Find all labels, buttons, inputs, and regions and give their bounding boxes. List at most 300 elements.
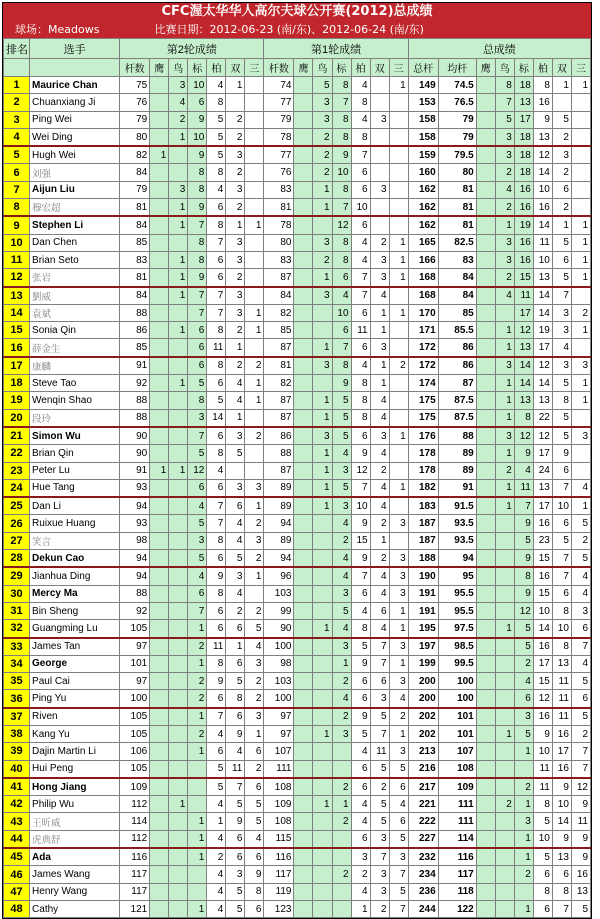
round2-cell: 3 <box>226 479 245 497</box>
round2-cell: 1 <box>245 497 264 515</box>
total-cell <box>476 550 495 568</box>
round1-cell: 7 <box>332 339 351 357</box>
total-cell <box>476 620 495 638</box>
round2-cell: 8 <box>188 251 207 268</box>
round1-cell <box>294 462 313 479</box>
round2-cell: 8 <box>207 164 226 181</box>
round1-cell <box>389 392 408 409</box>
table-row <box>4 866 591 883</box>
round2-cell: 4 <box>188 497 207 515</box>
total-cell: 4 <box>571 585 590 602</box>
total-cell: 190 <box>408 567 438 585</box>
total-cell: 13 <box>533 392 552 409</box>
round1-cell <box>332 830 351 848</box>
total-cell <box>495 848 514 866</box>
round1-cell: 6 <box>351 760 370 778</box>
total-cell: 1 <box>514 900 533 917</box>
round2-cell: 80 <box>120 128 150 146</box>
round1-cell <box>370 199 389 217</box>
round1-cell: 89 <box>264 479 294 497</box>
round2-cell: 4 <box>226 585 245 602</box>
round2-cell: 6 <box>207 427 226 445</box>
rank-header: 排名 <box>4 39 30 59</box>
total-cell: 6 <box>533 900 552 917</box>
round1-cell: 74 <box>264 77 294 94</box>
round1-cell: 86 <box>264 427 294 445</box>
round2-cell: 8 <box>188 181 207 198</box>
total-cell: 7 <box>552 479 571 497</box>
total-cell: 178 <box>408 445 438 462</box>
round2-cell: 3 <box>226 567 245 585</box>
player-name: Philip Wu <box>30 796 120 813</box>
total-cell: 6 <box>552 251 571 268</box>
round1-cell: 3 <box>313 357 332 375</box>
col-par: 标 <box>332 59 351 77</box>
rank-cell: 46 <box>4 866 30 883</box>
results-body <box>4 77 591 918</box>
round2-cell: 6 <box>226 830 245 848</box>
total-cell: 1 <box>495 322 514 339</box>
round2-cell: 6 <box>226 620 245 638</box>
round1-cell <box>294 655 313 672</box>
total-cell: 9 <box>533 111 552 128</box>
round2-cell: 105 <box>120 760 150 778</box>
round1-cell: 1 <box>332 796 351 813</box>
rank-cell: 39 <box>4 743 30 760</box>
total-cell: 89 <box>438 445 476 462</box>
round2-cell: 5 <box>188 445 207 462</box>
round2-cell: 9 <box>188 269 207 287</box>
round2-cell <box>150 550 169 568</box>
total-cell: 17 <box>552 743 571 760</box>
total-cell: 95.5 <box>438 602 476 619</box>
round2-cell: 4 <box>226 392 245 409</box>
round1-header: 第1轮成绩 <box>264 39 408 59</box>
round2-cell: 6 <box>226 497 245 515</box>
round1-cell: 87 <box>264 392 294 409</box>
round1-cell: 1 <box>313 479 332 497</box>
total-cell: 4 <box>514 462 533 479</box>
round2-cell: 5 <box>245 796 264 813</box>
rank-cell: 12 <box>4 269 30 287</box>
round2-cell: 97 <box>120 638 150 656</box>
round2-cell: 1 <box>226 216 245 234</box>
round1-cell: 5 <box>351 725 370 742</box>
round1-cell <box>294 602 313 619</box>
table-row <box>4 515 591 532</box>
round2-cell: 3 <box>169 181 188 198</box>
total-cell: 3 <box>495 234 514 251</box>
round1-cell: 1 <box>313 181 332 198</box>
total-cell: 16 <box>533 199 552 217</box>
total-cell <box>495 585 514 602</box>
round1-cell: 1 <box>389 304 408 321</box>
round1-cell: 4 <box>332 620 351 638</box>
total-cell: 2 <box>552 128 571 146</box>
round2-cell <box>150 725 169 742</box>
total-cell: 100 <box>438 673 476 690</box>
table-row <box>4 146 591 164</box>
round2-cell <box>169 357 188 375</box>
round2-cell: 84 <box>120 164 150 181</box>
round2-cell: 8 <box>188 164 207 181</box>
round2-cell <box>188 883 207 900</box>
round1-cell: 3 <box>351 848 370 866</box>
rank-cell: 26 <box>4 515 30 532</box>
total-cell: 7 <box>514 497 533 515</box>
col-double: 双 <box>552 59 571 77</box>
round1-cell: 4 <box>332 287 351 305</box>
round1-cell <box>294 409 313 427</box>
total-cell: 2 <box>495 796 514 813</box>
round1-cell: 6 <box>351 339 370 357</box>
round2-cell: 6 <box>188 339 207 357</box>
round2-cell: 7 <box>207 497 226 515</box>
round2-cell <box>169 778 188 796</box>
total-cell <box>476 427 495 445</box>
round1-cell <box>313 655 332 672</box>
round1-cell: 2 <box>370 462 389 479</box>
total-cell: 168 <box>408 287 438 305</box>
round1-cell: 11 <box>370 743 389 760</box>
round1-cell: 15 <box>351 532 370 549</box>
table-row <box>4 532 591 549</box>
round1-cell: 6 <box>351 778 370 796</box>
round2-cell <box>150 128 169 146</box>
total-cell: 80 <box>438 164 476 181</box>
round1-cell: 7 <box>351 269 370 287</box>
round1-cell: 89 <box>264 497 294 515</box>
round2-cell: 3 <box>226 181 245 198</box>
round1-cell: 82 <box>264 375 294 392</box>
round2-cell: 2 <box>188 638 207 656</box>
round1-cell <box>294 532 313 549</box>
total-cell: 97.5 <box>438 620 476 638</box>
total-cell: 79 <box>438 111 476 128</box>
total-cell: 6 <box>514 690 533 708</box>
round2-cell: 94 <box>120 550 150 568</box>
rank-cell: 17 <box>4 357 30 375</box>
table-row <box>4 655 591 672</box>
round2-cell: 4 <box>207 725 226 742</box>
total-cell <box>571 409 590 427</box>
col-double: 双 <box>370 59 389 77</box>
round1-cell: 87 <box>264 409 294 427</box>
round1-cell: 4 <box>389 690 408 708</box>
total-cell: 2 <box>571 304 590 321</box>
total-cell: 1 <box>571 392 590 409</box>
round1-cell: 1 <box>313 199 332 217</box>
total-cell: 111 <box>438 796 476 813</box>
round2-cell: 75 <box>120 77 150 94</box>
total-cell: 86 <box>438 357 476 375</box>
round2-cell: 92 <box>120 602 150 619</box>
round1-cell: 79 <box>264 111 294 128</box>
round1-cell: 1 <box>370 357 389 375</box>
round1-cell: 5 <box>332 602 351 619</box>
total-cell: 17 <box>514 304 533 321</box>
col-double: 双 <box>226 59 245 77</box>
round1-cell: 9 <box>351 655 370 672</box>
round1-cell: 85 <box>264 322 294 339</box>
round2-cell: 2 <box>226 269 245 287</box>
round2-cell: 8 <box>188 234 207 251</box>
round1-cell: 10 <box>351 497 370 515</box>
total-cell: 79 <box>438 128 476 146</box>
table-row <box>4 550 591 568</box>
round1-cell: 5 <box>332 479 351 497</box>
round1-cell <box>294 883 313 900</box>
round2-cell: 1 <box>188 848 207 866</box>
round1-cell: 108 <box>264 813 294 830</box>
total-cell: 15 <box>533 585 552 602</box>
round2-cell <box>169 900 188 917</box>
total-cell <box>476 199 495 217</box>
total-cell: 162 <box>408 181 438 198</box>
round1-cell <box>389 287 408 305</box>
round2-cell: 2 <box>188 725 207 742</box>
player-name: 笑言 <box>30 532 120 549</box>
total-cell: 11 <box>514 479 533 497</box>
total-cell: 244 <box>408 900 438 917</box>
round2-cell: 2 <box>226 199 245 217</box>
round1-cell: 83 <box>264 181 294 198</box>
round1-cell: 87 <box>264 269 294 287</box>
table-row <box>4 199 591 217</box>
round1-cell: 78 <box>264 128 294 146</box>
total-cell: 6 <box>533 866 552 883</box>
total-cell <box>476 743 495 760</box>
round2-cell: 2 <box>245 357 264 375</box>
round2-cell: 84 <box>120 216 150 234</box>
round2-cell: 8 <box>207 532 226 549</box>
round1-cell <box>294 304 313 321</box>
round1-cell <box>294 690 313 708</box>
round1-cell <box>389 146 408 164</box>
round2-cell: 5 <box>207 128 226 146</box>
total-cell <box>495 760 514 778</box>
round1-cell <box>313 830 332 848</box>
total-cell <box>495 883 514 900</box>
table-row <box>4 673 591 690</box>
round1-cell: 5 <box>370 813 389 830</box>
round2-cell: 6 <box>207 269 226 287</box>
round1-cell: 4 <box>351 743 370 760</box>
total-cell: 10 <box>533 830 552 848</box>
round2-cell <box>169 164 188 181</box>
round1-cell <box>294 164 313 181</box>
round2-cell <box>150 778 169 796</box>
table-row <box>4 497 591 515</box>
total-cell <box>476 673 495 690</box>
total-cell <box>571 199 590 217</box>
round1-cell <box>389 322 408 339</box>
total-cell: 9 <box>533 725 552 742</box>
round2-cell <box>245 146 264 164</box>
total-cell: 3 <box>495 251 514 268</box>
round1-cell: 2 <box>370 234 389 251</box>
round1-cell: 7 <box>351 146 370 164</box>
round1-cell <box>370 94 389 111</box>
rank-cell: 10 <box>4 234 30 251</box>
round1-cell: 83 <box>264 251 294 268</box>
total-cell: 6 <box>571 620 590 638</box>
round2-cell: 3 <box>226 287 245 305</box>
total-cell: 86 <box>438 339 476 357</box>
total-cell: 19 <box>533 322 552 339</box>
total-cell: 1 <box>552 77 571 94</box>
round2-cell: 94 <box>120 497 150 515</box>
total-cell: 10 <box>533 181 552 198</box>
total-cell: 13 <box>514 392 533 409</box>
round2-cell: 8 <box>207 585 226 602</box>
total-cell: 12 <box>533 690 552 708</box>
round2-cell: 8 <box>207 357 226 375</box>
round1-cell: 6 <box>332 322 351 339</box>
round1-cell: 77 <box>264 94 294 111</box>
player-name: Kang Yu <box>30 725 120 742</box>
round2-cell: 7 <box>207 304 226 321</box>
round2-cell: 109 <box>120 778 150 796</box>
round1-cell <box>313 778 332 796</box>
round2-cell: 2 <box>188 673 207 690</box>
round1-cell <box>294 638 313 656</box>
total-cell: 8 <box>514 409 533 427</box>
round2-cell: 105 <box>120 620 150 638</box>
total-cell: 5 <box>514 532 533 549</box>
total-cell: 9 <box>571 848 590 866</box>
round1-cell <box>294 234 313 251</box>
round2-cell <box>169 725 188 742</box>
round2-cell <box>169 620 188 638</box>
total-cell: 17 <box>533 445 552 462</box>
round1-cell: 6 <box>351 304 370 321</box>
col-eagle: 鹰 <box>150 59 169 77</box>
round1-cell: 81 <box>264 357 294 375</box>
total-cell: 99.5 <box>438 655 476 672</box>
round2-cell <box>169 883 188 900</box>
total-cell <box>476 287 495 305</box>
round2-cell <box>245 585 264 602</box>
player-name: Mercy Ma <box>30 585 120 602</box>
total-cell <box>476 830 495 848</box>
round1-cell: 3 <box>332 585 351 602</box>
total-cell: 16 <box>533 567 552 585</box>
round1-cell: 3 <box>332 725 351 742</box>
round2-cell: 6 <box>207 620 226 638</box>
total-cell <box>476 392 495 409</box>
round1-cell: 6 <box>370 602 389 619</box>
round1-cell: 87 <box>264 462 294 479</box>
round1-cell <box>313 813 332 830</box>
round1-cell: 3 <box>370 883 389 900</box>
round2-cell: 4 <box>226 743 245 760</box>
player-name: Aijun Liu <box>30 181 120 198</box>
round1-cell: 100 <box>264 690 294 708</box>
total-cell: 89 <box>438 462 476 479</box>
total-cell: 8 <box>495 77 514 94</box>
round2-cell <box>245 181 264 198</box>
header-banner <box>3 3 591 38</box>
total-cell: 111 <box>438 813 476 830</box>
player-name: Wenqin Shao <box>30 392 120 409</box>
total-cell <box>571 462 590 479</box>
round1-cell: 7 <box>389 900 408 917</box>
total-cell: 1 <box>571 497 590 515</box>
round2-cell: 88 <box>120 392 150 409</box>
rank-cell: 11 <box>4 251 30 268</box>
round2-cell: 6 <box>188 585 207 602</box>
table-row <box>4 796 591 813</box>
page-title: CFC渥太华华人高尔夫球公开赛(2012)总成绩 <box>161 4 433 19</box>
round2-cell <box>169 585 188 602</box>
player-name: Peter Lu <box>30 462 120 479</box>
total-cell: 6 <box>552 585 571 602</box>
round2-cell <box>226 462 245 479</box>
total-cell: 91 <box>438 479 476 497</box>
total-cell: 14 <box>514 375 533 392</box>
round2-cell <box>169 673 188 690</box>
round1-cell: 3 <box>370 339 389 357</box>
round1-cell: 3 <box>332 497 351 515</box>
total-cell: 1 <box>495 620 514 638</box>
round2-cell <box>169 479 188 497</box>
round2-cell: 8 <box>226 690 245 708</box>
round1-cell: 3 <box>370 181 389 198</box>
total-cell: 1 <box>571 251 590 268</box>
total-cell: 16 <box>571 866 590 883</box>
total-cell: 222 <box>408 813 438 830</box>
col-birdie: 鸟 <box>169 59 188 77</box>
total-cell <box>476 567 495 585</box>
round1-cell: 82 <box>264 304 294 321</box>
round1-cell: 7 <box>370 638 389 656</box>
round2-cell: 90 <box>120 445 150 462</box>
total-cell <box>476 128 495 146</box>
total-cell <box>571 146 590 164</box>
total-cell: 202 <box>408 708 438 726</box>
round2-cell <box>245 111 264 128</box>
total-cell: 18 <box>514 164 533 181</box>
rank-cell: 1 <box>4 77 30 94</box>
total-cell <box>476 216 495 234</box>
total-cell: 1 <box>571 269 590 287</box>
table-row <box>4 427 591 445</box>
rank-cell: 3 <box>4 111 30 128</box>
round2-cell: 3 <box>188 409 207 427</box>
round2-cell: 1 <box>169 269 188 287</box>
total-cell: 16 <box>514 181 533 198</box>
total-cell: 200 <box>408 673 438 690</box>
total-cell: 11 <box>533 760 552 778</box>
total-cell: 1 <box>571 234 590 251</box>
table-row <box>4 462 591 479</box>
round2-cell: 11 <box>207 339 226 357</box>
player-name: Ruixue Huang <box>30 515 120 532</box>
round2-cell <box>169 567 188 585</box>
round1-cell <box>294 251 313 268</box>
rank-cell: 5 <box>4 146 30 164</box>
total-cell: 12 <box>514 602 533 619</box>
round1-cell: 3 <box>389 515 408 532</box>
total-cell: 22 <box>533 409 552 427</box>
round1-cell: 8 <box>332 234 351 251</box>
total-cell: 114 <box>438 830 476 848</box>
rank-cell: 37 <box>4 708 30 726</box>
total-cell: 87.5 <box>438 392 476 409</box>
round2-cell <box>150 251 169 268</box>
round1-cell: 10 <box>332 164 351 181</box>
